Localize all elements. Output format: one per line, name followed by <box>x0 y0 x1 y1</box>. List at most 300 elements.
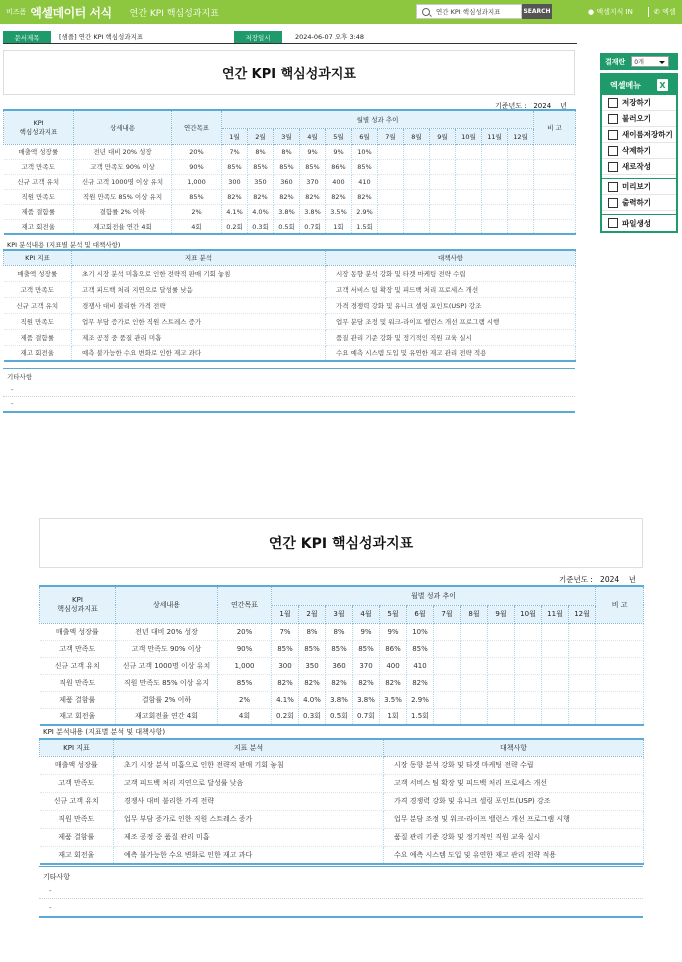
std-year-label: 기준년도 : <box>495 102 527 110</box>
month-value <box>515 674 542 691</box>
preview-icon <box>608 182 618 192</box>
month-value <box>515 708 542 725</box>
month-value: 82% <box>300 189 326 204</box>
month-value: 1.5회 <box>407 708 434 725</box>
month-value: 85% <box>300 159 326 174</box>
month-value: 85% <box>222 159 248 174</box>
analysis-header-row <box>4 250 576 265</box>
month-value <box>404 204 430 219</box>
note-col-header: 비 고 <box>596 586 644 623</box>
month-value <box>542 674 569 691</box>
month-value: 0.7회 <box>300 219 326 234</box>
month-value: 4.1% <box>272 691 299 708</box>
month-value: 370 <box>300 174 326 189</box>
month-value: 7% <box>272 623 299 640</box>
std-year <box>559 574 636 585</box>
excel-link[interactable]: ✆ 엑셀 <box>654 8 676 16</box>
month-value <box>430 174 456 189</box>
month-value: 10% <box>407 623 434 640</box>
month-value <box>542 691 569 708</box>
analysis-kpi-header: KPI 지표 <box>4 250 72 265</box>
kpi-note <box>534 204 576 219</box>
month-value: 9% <box>353 623 380 640</box>
excel-menu-title: 엑셀메뉴 <box>610 80 641 90</box>
etc-title: 기타사항 <box>7 373 33 381</box>
analysis-kpi: 매출액 성장률 <box>4 265 72 281</box>
month-value: 82% <box>299 674 326 691</box>
kpi-note <box>534 219 576 234</box>
etc-line-2: - <box>49 904 52 912</box>
page-title: 연간 KPI 핵심성과지표 <box>129 8 219 19</box>
folder-icon <box>608 218 618 228</box>
kpi-note <box>534 189 576 204</box>
document-page-2 <box>39 518 643 920</box>
month-header: 5월 <box>380 605 407 623</box>
analysis-text: 고객 피드백 처리 지연으로 달성률 낮음 <box>114 774 384 792</box>
kpi-col-header: KPI 핵심성과지표 <box>40 586 116 623</box>
kpi-detail: 재고회전율 연간 4회 <box>116 708 218 725</box>
analysis-kpi: 제품 결함률 <box>4 329 72 345</box>
month-value: 9% <box>326 144 352 159</box>
kpi-name: 직원 만족도 <box>4 189 74 204</box>
month-value: 82% <box>274 189 300 204</box>
monthly-header: 월별 성과 추이 <box>272 586 596 605</box>
analysis-row <box>4 281 576 297</box>
menu-new-label: 새로작성 <box>622 162 651 171</box>
month-header: 4월 <box>300 128 326 144</box>
measure-text: 업무 분담 조정 및 워크-라이프 밸런스 개선 프로그램 시행 <box>326 313 576 329</box>
monthly-header: 월별 성과 추이 <box>222 110 534 128</box>
month-value <box>461 691 488 708</box>
month-header: 10월 <box>515 605 542 623</box>
std-year-label: 기준년도 : <box>559 575 593 584</box>
month-value <box>515 623 542 640</box>
kpi-note <box>596 657 644 674</box>
month-value <box>456 144 482 159</box>
kpi-detail: 신규 고객 1000명 이상 유치 <box>116 657 218 674</box>
month-value <box>488 623 515 640</box>
month-value: 3.8% <box>300 204 326 219</box>
month-value: 8% <box>274 144 300 159</box>
month-value <box>482 219 508 234</box>
kpi-row <box>40 674 644 691</box>
month-value <box>482 174 508 189</box>
month-value <box>434 640 461 657</box>
month-value <box>378 144 404 159</box>
month-value: 10% <box>352 144 378 159</box>
month-value <box>542 657 569 674</box>
analysis-header: 지표 분석 <box>72 250 326 265</box>
month-value <box>569 691 596 708</box>
kpi-name: 직원 만족도 <box>40 674 116 691</box>
month-value: 82% <box>326 674 353 691</box>
excel-side-panel <box>600 53 678 233</box>
std-year-value: 2024 <box>533 102 552 110</box>
document-page-1 <box>3 50 575 415</box>
month-value <box>456 159 482 174</box>
month-value <box>404 174 430 189</box>
measure-text: 가격 경쟁력 강화 및 유니크 셀링 포인트(USP) 강조 <box>384 792 644 810</box>
kpi-note <box>534 144 576 159</box>
analysis-kpi: 고객 만족도 <box>4 281 72 297</box>
month-header: 6월 <box>407 605 434 623</box>
month-value <box>508 144 534 159</box>
month-value: 370 <box>353 657 380 674</box>
month-value <box>488 640 515 657</box>
month-value <box>508 174 534 189</box>
excel-icon: X <box>657 79 668 91</box>
month-value: 85% <box>353 640 380 657</box>
excel-menu-header <box>602 75 676 95</box>
etc-line-1: - <box>11 386 14 394</box>
month-value: 85% <box>326 640 353 657</box>
kpi-row <box>40 623 644 640</box>
load-icon <box>608 114 618 124</box>
month-value <box>456 204 482 219</box>
analysis-row <box>4 345 576 361</box>
excel-knowledge-label: 엑셀지식 IN <box>596 8 633 16</box>
kpi-row <box>4 189 576 204</box>
month-value <box>482 204 508 219</box>
analysis-text: 고객 피드백 처리 지연으로 달성률 낮음 <box>72 281 326 297</box>
month-value: 2.9% <box>352 204 378 219</box>
month-value: 8% <box>299 623 326 640</box>
saved-value: 2024-06-07 오후 3:48 <box>295 33 365 41</box>
kpi-name: 고객 만족도 <box>4 159 74 174</box>
month-value <box>378 159 404 174</box>
month-value <box>404 159 430 174</box>
month-value: 8% <box>248 144 274 159</box>
month-value: 0.5회 <box>274 219 300 234</box>
month-value <box>482 144 508 159</box>
month-value: 7% <box>222 144 248 159</box>
kpi-detail: 직원 만족도 85% 이상 유지 <box>116 674 218 691</box>
month-value: 85% <box>274 159 300 174</box>
kpi-col-header: KPI 핵심성과지표 <box>4 110 74 144</box>
month-value: 1.5회 <box>352 219 378 234</box>
month-value <box>430 189 456 204</box>
kpi-table <box>3 109 576 235</box>
month-value: 9% <box>380 623 407 640</box>
month-header: 12월 <box>569 605 596 623</box>
month-value <box>488 691 515 708</box>
month-value: 85% <box>248 159 274 174</box>
month-value <box>482 159 508 174</box>
doc-info-bar <box>3 31 577 44</box>
analysis-kpi: 직원 만족도 <box>40 810 114 828</box>
month-value <box>378 189 404 204</box>
kpi-target: 1,000 <box>218 657 272 674</box>
month-value: 9% <box>300 144 326 159</box>
kpi-detail: 직원 만족도 85% 이상 유지 <box>74 189 172 204</box>
kpi-row <box>40 657 644 674</box>
measure-header: 대책사항 <box>384 739 644 756</box>
approval-select[interactable]: 0개 <box>631 56 669 67</box>
kpi-name: 제품 결함률 <box>4 204 74 219</box>
month-header: 8월 <box>461 605 488 623</box>
menu-new[interactable] <box>602 159 676 175</box>
month-value: 82% <box>353 674 380 691</box>
analysis-kpi: 고객 만족도 <box>40 774 114 792</box>
kpi-target: 4회 <box>172 219 222 234</box>
analysis-kpi: 재고 회전율 <box>4 345 72 361</box>
menu-load-label: 불러오기 <box>622 114 651 123</box>
kpi-row <box>4 144 576 159</box>
menu-preview-label: 미리보기 <box>622 182 651 191</box>
excel-link-label: 엑셀 <box>662 8 676 16</box>
save-icon <box>608 98 618 108</box>
kpi-header-row <box>40 586 644 605</box>
month-value <box>542 623 569 640</box>
month-value <box>482 189 508 204</box>
menu-create-file[interactable] <box>602 215 676 231</box>
kpi-row <box>4 219 576 234</box>
month-value <box>461 640 488 657</box>
save-as-icon <box>608 130 618 140</box>
month-header: 9월 <box>488 605 515 623</box>
detail-col-header: 상세내용 <box>74 110 172 144</box>
kpi-name: 매출액 성장률 <box>40 623 116 640</box>
measure-header: 대책사항 <box>326 250 576 265</box>
search-button[interactable]: SEARCH <box>522 4 552 19</box>
kpi-name: 재고 회전율 <box>4 219 74 234</box>
kpi-note <box>596 623 644 640</box>
kpi-target: 90% <box>172 159 222 174</box>
analysis-row <box>40 756 644 774</box>
month-header: 8월 <box>404 128 430 144</box>
menu-preview[interactable] <box>602 179 676 195</box>
measure-text: 품질 관리 기준 강화 및 정기적인 직원 교육 실시 <box>384 828 644 846</box>
kpi-target: 85% <box>218 674 272 691</box>
detail-col-header: 상세내용 <box>116 586 218 623</box>
month-header: 6월 <box>352 128 378 144</box>
month-value <box>515 640 542 657</box>
top-divider <box>648 7 649 17</box>
month-value <box>515 657 542 674</box>
month-value: 350 <box>248 174 274 189</box>
measure-text: 업무 분담 조정 및 워크-라이프 밸런스 개선 프로그램 시행 <box>384 810 644 828</box>
saved-label: 저장일시 <box>234 31 282 43</box>
doc-title: 연간 KPI 핵심성과지표 <box>3 50 575 95</box>
month-value: 85% <box>352 159 378 174</box>
month-value: 410 <box>352 174 378 189</box>
target-col-header: 연간목표 <box>172 110 222 144</box>
kpi-detail: 고객 만족도 90% 이상 <box>116 640 218 657</box>
month-header: 1월 <box>272 605 299 623</box>
measure-text: 고객 서비스 팀 확장 및 피드백 처리 프로세스 개선 <box>384 774 644 792</box>
month-value: 410 <box>407 657 434 674</box>
month-value <box>404 219 430 234</box>
month-value <box>488 708 515 725</box>
month-value <box>461 674 488 691</box>
kpi-name: 신규 고객 유치 <box>40 657 116 674</box>
month-value <box>404 189 430 204</box>
etc-top-line <box>39 866 643 867</box>
month-value <box>508 219 534 234</box>
month-value <box>569 623 596 640</box>
month-value <box>461 623 488 640</box>
excel-knowledge-link[interactable]: ● 엑셀지식 IN <box>588 8 633 16</box>
measure-text: 시장 동향 분석 강화 및 타겟 마케팅 전략 수립 <box>384 756 644 774</box>
std-year-unit: 년 <box>628 575 636 584</box>
month-header: 2월 <box>248 128 274 144</box>
analysis-kpi-header: KPI 지표 <box>40 739 114 756</box>
month-value: 360 <box>274 174 300 189</box>
month-value: 3.8% <box>353 691 380 708</box>
analysis-row <box>40 846 644 864</box>
kpi-target: 4회 <box>218 708 272 725</box>
analysis-text: 경쟁사 대비 불리한 가격 전략 <box>72 297 326 313</box>
month-header: 3월 <box>274 128 300 144</box>
month-value: 3.5% <box>380 691 407 708</box>
month-value <box>508 159 534 174</box>
menu-save-as-label: 새이름저장하기 <box>622 130 673 139</box>
kpi-detail: 신규 고객 1000명 이상 유치 <box>74 174 172 189</box>
analysis-row <box>4 297 576 313</box>
month-value <box>430 219 456 234</box>
month-value: 350 <box>299 657 326 674</box>
analysis-row <box>4 329 576 345</box>
kpi-name: 재고 회전율 <box>40 708 116 725</box>
month-value <box>430 159 456 174</box>
month-value: 82% <box>407 674 434 691</box>
search-box[interactable] <box>416 4 522 19</box>
measure-text: 가격 경쟁력 강화 및 유니크 셀링 포인트(USP) 강조 <box>326 297 576 313</box>
month-value <box>456 174 482 189</box>
month-value <box>434 674 461 691</box>
month-value <box>404 144 430 159</box>
kpi-note <box>596 708 644 725</box>
month-value: 300 <box>222 174 248 189</box>
menu-print[interactable] <box>602 195 676 211</box>
search-input[interactable] <box>436 8 521 16</box>
month-value <box>434 708 461 725</box>
doc-title-value: [샘플] 연간 KPI 핵심성과지표 <box>59 33 144 41</box>
month-value: 400 <box>380 657 407 674</box>
top-bar <box>0 0 682 24</box>
analysis-header-row <box>40 739 644 756</box>
kpi-detail: 전년 대비 20% 성장 <box>116 623 218 640</box>
month-value <box>434 623 461 640</box>
month-value: 1회 <box>326 219 352 234</box>
delete-icon <box>608 146 618 156</box>
analysis-row <box>40 810 644 828</box>
month-value <box>430 204 456 219</box>
etc-title: 기타사항 <box>43 873 71 881</box>
kpi-note <box>534 159 576 174</box>
analysis-table <box>39 738 644 865</box>
month-header: 1월 <box>222 128 248 144</box>
kpi-name: 제품 결함률 <box>40 691 116 708</box>
month-header: 12월 <box>508 128 534 144</box>
doc-title: 연간 KPI 핵심성과지표 <box>39 518 643 568</box>
month-header: 4월 <box>353 605 380 623</box>
month-value: 82% <box>222 189 248 204</box>
analysis-row <box>4 313 576 329</box>
month-value <box>461 657 488 674</box>
menu-load[interactable] <box>602 111 676 127</box>
month-value <box>456 219 482 234</box>
brand-small[interactable]: 비즈폼 <box>6 8 27 16</box>
month-header: 10월 <box>456 128 482 144</box>
menu-save[interactable] <box>602 95 676 111</box>
month-value <box>515 691 542 708</box>
kpi-name: 매출액 성장률 <box>4 144 74 159</box>
analysis-row <box>40 792 644 810</box>
kpi-name: 신규 고객 유치 <box>4 174 74 189</box>
month-value <box>488 674 515 691</box>
month-value: 82% <box>272 674 299 691</box>
month-value <box>378 219 404 234</box>
brand-logo[interactable]: 엑셀데이터 서식 <box>30 5 112 20</box>
month-value <box>569 708 596 725</box>
kpi-name: 고객 만족도 <box>40 640 116 657</box>
analysis-title: KPI 분석내용 (지표별 분석 및 대책사항) <box>7 241 121 249</box>
month-value <box>542 708 569 725</box>
month-value <box>508 204 534 219</box>
kpi-detail: 재고회전율 연간 4회 <box>74 219 172 234</box>
month-value <box>456 189 482 204</box>
etc-bottom-line <box>39 916 643 918</box>
month-value <box>461 708 488 725</box>
kpi-target: 1,000 <box>172 174 222 189</box>
analysis-kpi: 신규 고객 유치 <box>40 792 114 810</box>
menu-save-as[interactable] <box>602 127 676 143</box>
month-value <box>569 640 596 657</box>
month-value: 4.0% <box>248 204 274 219</box>
etc-divider <box>39 898 643 899</box>
month-value: 86% <box>326 159 352 174</box>
month-value: 0.2회 <box>222 219 248 234</box>
std-year-value: 2024 <box>600 575 620 584</box>
measure-text: 고객 서비스 팀 확장 및 피드백 처리 프로세스 개선 <box>326 281 576 297</box>
month-value: 4.0% <box>299 691 326 708</box>
month-header: 11월 <box>482 128 508 144</box>
month-value: 86% <box>380 640 407 657</box>
kpi-row <box>40 640 644 657</box>
kpi-target: 2% <box>172 204 222 219</box>
month-value <box>488 657 515 674</box>
kpi-row <box>4 204 576 219</box>
month-value: 0.7회 <box>353 708 380 725</box>
note-col-header: 비 고 <box>534 110 576 144</box>
month-value <box>434 691 461 708</box>
menu-delete[interactable] <box>602 143 676 159</box>
std-year-unit: 년 <box>560 102 567 110</box>
month-value <box>569 657 596 674</box>
month-header: 7월 <box>378 128 404 144</box>
measure-text: 시장 동향 분석 강화 및 타겟 마케팅 전략 수립 <box>326 265 576 281</box>
month-header: 3월 <box>326 605 353 623</box>
menu-print-label: 출력하기 <box>622 198 651 207</box>
month-value <box>542 640 569 657</box>
kpi-row <box>4 159 576 174</box>
kpi-row <box>40 691 644 708</box>
kpi-row <box>4 174 576 189</box>
kpi-note <box>596 640 644 657</box>
analysis-row <box>40 828 644 846</box>
menu-save-label: 저장하기 <box>622 98 651 107</box>
analysis-row <box>4 265 576 281</box>
analysis-kpi: 재고 회전율 <box>40 846 114 864</box>
analysis-kpi: 제품 결함률 <box>40 828 114 846</box>
month-value: 0.3회 <box>248 219 274 234</box>
month-value: 82% <box>352 189 378 204</box>
etc-top-line <box>3 368 575 369</box>
analysis-text: 제조 공정 중 품질 관리 미흡 <box>72 329 326 345</box>
measure-text: 수요 예측 시스템 도입 및 유연한 재고 관리 전략 적용 <box>326 345 576 361</box>
analysis-header: 지표 분석 <box>114 739 384 756</box>
